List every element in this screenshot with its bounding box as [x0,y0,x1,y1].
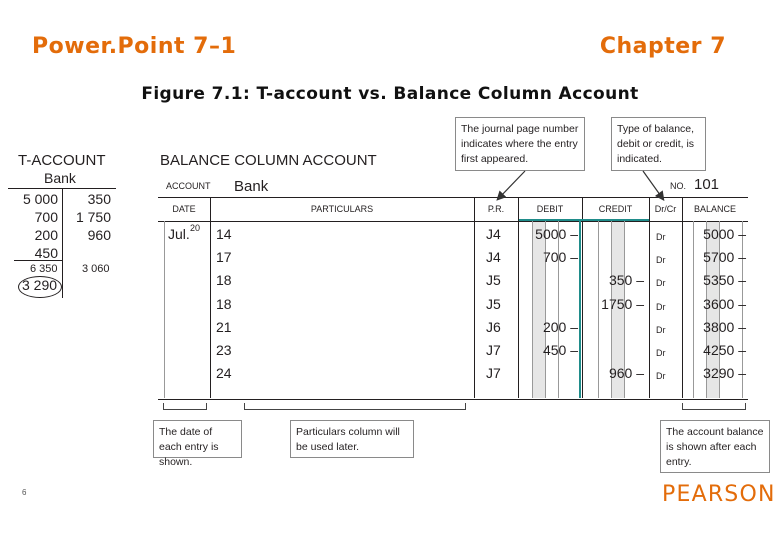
row-drcr: Dr [656,348,666,358]
sub-rule [558,221,559,398]
balance-account-heading: BALANCE COLUMN ACCOUNT [160,152,377,169]
sub-rule [693,221,694,398]
t-debit-entry: 450 [34,245,58,261]
callout-balance-type: Type of balance, debit or credit, is indicated. [611,117,706,171]
row-debit: 200 – [542,319,578,335]
account-name: Bank [234,178,269,195]
t-debit-entry: 200 [34,227,58,243]
t-credit-total: 3 060 [82,263,110,275]
row-balance: 5000 – [703,226,746,242]
row-day: 17 [216,249,232,265]
column-header-particulars: PARTICULARS [310,204,374,214]
t-debit-entry: 700 [34,209,58,225]
row-balance: 3600 – [703,296,746,312]
sub-rule [598,221,599,398]
row-credit: 350 – [608,272,644,288]
column-header-balance: BALANCE [693,204,737,214]
column-header-debit: DEBIT [536,204,564,214]
t-account-credits [66,190,111,244]
row-day: 23 [216,342,232,358]
row-day: 24 [216,365,232,381]
row-credit: 960 – [608,365,644,381]
callout-account-balance: The account balance is shown after each entry. [660,420,770,473]
chapter-label: Chapter 7 [599,34,726,59]
callout-date: The date of each entry is shown. [153,420,242,458]
column-header-date: DATE [172,204,196,214]
arrow-to-drcr [643,171,663,199]
sub-rule [532,221,533,398]
column-rule [474,197,475,398]
row-pr: J4 [486,249,501,265]
row-balance: 4250 – [703,342,746,358]
pearson-logo: PEARSON [662,482,776,507]
highlight-divider [579,219,581,398]
column-rule [682,197,683,398]
slide-number: 6 [22,488,27,497]
t-debit-total: 6 350 [30,263,58,275]
row-pr: J4 [486,226,501,242]
row-pr: J5 [486,272,501,288]
slide-title: Power.Point 7–1 [32,34,237,59]
row-debit: 700 – [542,249,578,265]
t-account-debits [12,190,58,262]
row-drcr: Dr [656,232,666,242]
row-day: 18 [216,296,232,312]
row-balance: 3290 – [703,365,746,381]
debit-shade [532,221,545,398]
column-header-drcr: Dr/Cr [654,204,677,214]
balance-account-grid [158,197,748,400]
row-pr: J6 [486,319,501,335]
row-debit: 5000 – [535,226,578,242]
t-debit-entry: 5 000 [22,191,58,207]
figure-title: Figure 7.1: T-account vs. Balance Column Account [141,84,639,104]
date-brace [163,403,207,410]
t-credit-entry: 1 750 [75,209,111,225]
balance-brace [682,403,746,410]
account-number: 101 [694,176,720,193]
particulars-brace [244,403,466,410]
row-drcr: Dr [656,325,666,335]
row-credit: 1750 – [601,296,644,312]
row-pr: J5 [486,296,501,312]
column-rule [518,197,519,398]
row-day: 14 [216,226,232,242]
t-account-heading: T-ACCOUNT [18,152,106,169]
column-rule [649,197,650,398]
t-credit-entry: 960 [87,227,111,243]
header-rule [158,221,748,222]
t-account-subtotal-rule [14,260,62,261]
callout-journal-page: The journal page number indicates where the entry first appeared. [455,117,585,171]
row-pr: J7 [486,342,501,358]
row-drcr: Dr [656,255,666,265]
row-day: 18 [216,272,232,288]
row-drcr: Dr [656,371,666,381]
sub-rule [164,221,165,398]
row-pr: J7 [486,365,501,381]
account-number-label: NO. [670,181,687,191]
row-balance: 3800 – [703,319,746,335]
row-drcr: Dr [656,278,666,288]
row-balance: 5350 – [703,272,746,288]
t-account-center-rule [62,188,63,298]
account-label: ACCOUNT [166,181,211,191]
row-debit: 450 – [542,342,578,358]
t-account-balance: 3 290 [22,277,58,293]
row-balance: 5700 – [703,249,746,265]
t-account-name: Bank [44,170,76,186]
column-header-pr: P.R. [487,204,505,214]
sub-rule [545,221,546,398]
t-credit-entry: 350 [87,191,111,207]
callout-particulars: Particulars column will be used later. [290,420,414,458]
year: 20 [190,223,201,233]
row-day: 21 [216,319,232,335]
arrow-to-pr [498,171,525,199]
month: Jul. [168,226,190,242]
column-rule [582,197,583,398]
column-header-credit: CREDIT [598,204,633,214]
column-rule [210,197,211,398]
row-drcr: Dr [656,302,666,312]
